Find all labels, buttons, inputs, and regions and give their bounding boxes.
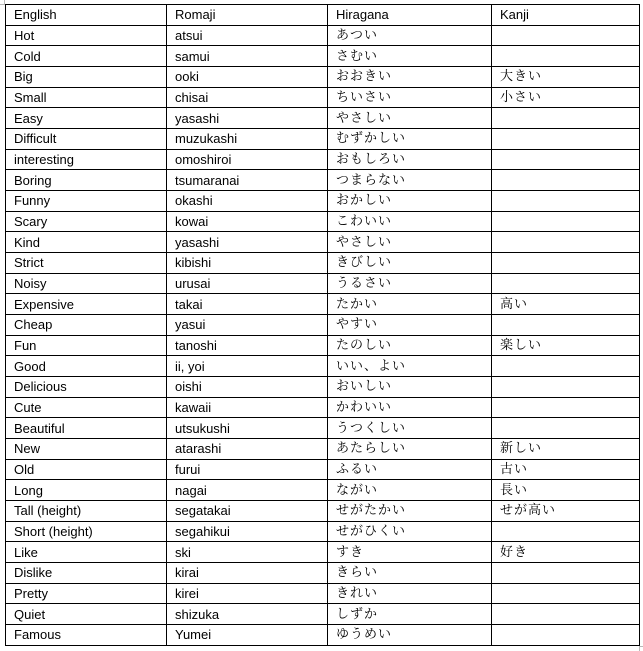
table-row (6, 397, 640, 418)
cell-hiragana: おおきい (328, 67, 492, 88)
cell-kanji (492, 625, 640, 646)
cell-english: Easy (6, 108, 167, 129)
cell-romaji: atsui (167, 25, 328, 46)
cell-english: Old (6, 459, 167, 480)
cell-kanji: 高い (492, 294, 640, 315)
table-row (6, 273, 640, 294)
column-header-kanji: Kanji (492, 5, 640, 26)
cell-hiragana: うるさい (328, 273, 492, 294)
cell-romaji: chisai (167, 87, 328, 108)
cell-english: Short (height) (6, 521, 167, 542)
column-header-english: English (6, 5, 167, 26)
cell-romaji: okashi (167, 191, 328, 212)
cell-english: Famous (6, 625, 167, 646)
cell-romaji: furui (167, 459, 328, 480)
table-row (6, 604, 640, 625)
cell-kanji (492, 191, 640, 212)
cell-kanji (492, 583, 640, 604)
table-row (6, 335, 640, 356)
cell-romaji: muzukashi (167, 129, 328, 150)
cell-kanji (492, 377, 640, 398)
cell-romaji: nagai (167, 480, 328, 501)
table-row (6, 315, 640, 336)
cell-hiragana: かわいい (328, 397, 492, 418)
table-row (6, 253, 640, 274)
table-row (6, 356, 640, 377)
cell-english: Big (6, 67, 167, 88)
cell-english: Dislike (6, 563, 167, 584)
cell-kanji (492, 253, 640, 274)
cell-romaji: yasashi (167, 108, 328, 129)
table-row (6, 583, 640, 604)
cell-hiragana: きれい (328, 583, 492, 604)
table-row (6, 211, 640, 232)
cell-hiragana: やすい (328, 315, 492, 336)
cell-romaji: shizuka (167, 604, 328, 625)
cell-hiragana: ながい (328, 480, 492, 501)
cell-kanji (492, 170, 640, 191)
column-header-romaji: Romaji (167, 5, 328, 26)
cell-hiragana: ちいさい (328, 87, 492, 108)
cell-romaji: atarashi (167, 439, 328, 460)
table-row (6, 459, 640, 480)
cell-hiragana: ゆうめい (328, 625, 492, 646)
table-row (6, 480, 640, 501)
cell-hiragana: つまらない (328, 170, 492, 191)
cell-hiragana: たのしい (328, 335, 492, 356)
cell-kanji (492, 273, 640, 294)
cell-english: Fun (6, 335, 167, 356)
cell-hiragana: あたらしい (328, 439, 492, 460)
cell-english: Cheap (6, 315, 167, 336)
cell-kanji (492, 315, 640, 336)
cell-hiragana: ふるい (328, 459, 492, 480)
cell-english: Like (6, 542, 167, 563)
cell-kanji: 長い (492, 480, 640, 501)
cell-english: Cold (6, 46, 167, 67)
cell-kanji: せが高い (492, 501, 640, 522)
cell-english: Small (6, 87, 167, 108)
cell-romaji: ii, yoi (167, 356, 328, 377)
table-row (6, 625, 640, 646)
cell-kanji: 古い (492, 459, 640, 480)
table-row (6, 46, 640, 67)
cell-romaji: yasui (167, 315, 328, 336)
table-row (6, 149, 640, 170)
cell-english: Funny (6, 191, 167, 212)
table-row (6, 87, 640, 108)
cell-kanji (492, 232, 640, 253)
cell-romaji: yasashi (167, 232, 328, 253)
table-row (6, 191, 640, 212)
cell-kanji: 好き (492, 542, 640, 563)
cell-kanji (492, 563, 640, 584)
cell-kanji: 小さい (492, 87, 640, 108)
cell-english: Kind (6, 232, 167, 253)
cell-hiragana: せがたかい (328, 501, 492, 522)
cell-hiragana: おかしい (328, 191, 492, 212)
table-header-row (6, 5, 640, 26)
cell-hiragana: すき (328, 542, 492, 563)
cell-romaji: urusai (167, 273, 328, 294)
cell-kanji (492, 149, 640, 170)
cell-english: Noisy (6, 273, 167, 294)
table-row (6, 521, 640, 542)
cell-romaji: kibishi (167, 253, 328, 274)
cell-romaji: segatakai (167, 501, 328, 522)
table-row (6, 439, 640, 460)
cell-hiragana: むずかしい (328, 129, 492, 150)
cell-hiragana: きらい (328, 563, 492, 584)
cell-romaji: utsukushi (167, 418, 328, 439)
cell-romaji: omoshiroi (167, 149, 328, 170)
table-row (6, 108, 640, 129)
table-row (6, 294, 640, 315)
cell-english: Strict (6, 253, 167, 274)
cell-english: Delicious (6, 377, 167, 398)
cell-romaji: ski (167, 542, 328, 563)
cell-english: Long (6, 480, 167, 501)
cell-english: Pretty (6, 583, 167, 604)
cell-hiragana: いい、よい (328, 356, 492, 377)
table-body (6, 25, 640, 645)
cell-kanji: 楽しい (492, 335, 640, 356)
cell-kanji (492, 521, 640, 542)
cell-hiragana: うつくしい (328, 418, 492, 439)
cell-romaji: kirei (167, 583, 328, 604)
cell-romaji: ooki (167, 67, 328, 88)
cell-kanji (492, 46, 640, 67)
cell-kanji (492, 418, 640, 439)
cell-english: Quiet (6, 604, 167, 625)
table-row (6, 563, 640, 584)
cell-kanji (492, 397, 640, 418)
cell-hiragana: たかい (328, 294, 492, 315)
cell-romaji: tanoshi (167, 335, 328, 356)
cell-kanji (492, 604, 640, 625)
cell-kanji (492, 108, 640, 129)
cell-english: Cute (6, 397, 167, 418)
cell-english: Scary (6, 211, 167, 232)
cell-hiragana: しずか (328, 604, 492, 625)
cell-english: New (6, 439, 167, 460)
table-row (6, 232, 640, 253)
cell-english: Difficult (6, 129, 167, 150)
cell-romaji: takai (167, 294, 328, 315)
table-row (6, 67, 640, 88)
cell-english: interesting (6, 149, 167, 170)
cell-kanji: 大きい (492, 67, 640, 88)
table-row (6, 501, 640, 522)
cell-romaji: segahikui (167, 521, 328, 542)
cell-romaji: kowai (167, 211, 328, 232)
table-row (6, 25, 640, 46)
cell-english: Hot (6, 25, 167, 46)
cell-hiragana: こわいい (328, 211, 492, 232)
cell-romaji: tsumaranai (167, 170, 328, 191)
cell-english: Beautiful (6, 418, 167, 439)
cell-kanji: 新しい (492, 439, 640, 460)
cell-romaji: Yumei (167, 625, 328, 646)
cell-romaji: oishi (167, 377, 328, 398)
cell-romaji: kawaii (167, 397, 328, 418)
table-row (6, 377, 640, 398)
cell-hiragana: せがひくい (328, 521, 492, 542)
table-row (6, 170, 640, 191)
cell-hiragana: さむい (328, 46, 492, 67)
cell-kanji (492, 356, 640, 377)
cell-hiragana: おいしい (328, 377, 492, 398)
table-row (6, 418, 640, 439)
cell-english: Boring (6, 170, 167, 191)
cell-romaji: kirai (167, 563, 328, 584)
cell-hiragana: おもしろい (328, 149, 492, 170)
cell-kanji (492, 129, 640, 150)
cell-hiragana: きびしい (328, 253, 492, 274)
table-row (6, 129, 640, 150)
cell-hiragana: あつい (328, 25, 492, 46)
cell-kanji (492, 25, 640, 46)
cell-romaji: samui (167, 46, 328, 67)
cell-english: Expensive (6, 294, 167, 315)
cell-english: Good (6, 356, 167, 377)
vocabulary-table (5, 4, 640, 646)
cell-hiragana: やさしい (328, 108, 492, 129)
table-row (6, 542, 640, 563)
cell-kanji (492, 211, 640, 232)
cell-english: Tall (height) (6, 501, 167, 522)
cell-hiragana: やさしい (328, 232, 492, 253)
column-header-hiragana: Hiragana (328, 5, 492, 26)
